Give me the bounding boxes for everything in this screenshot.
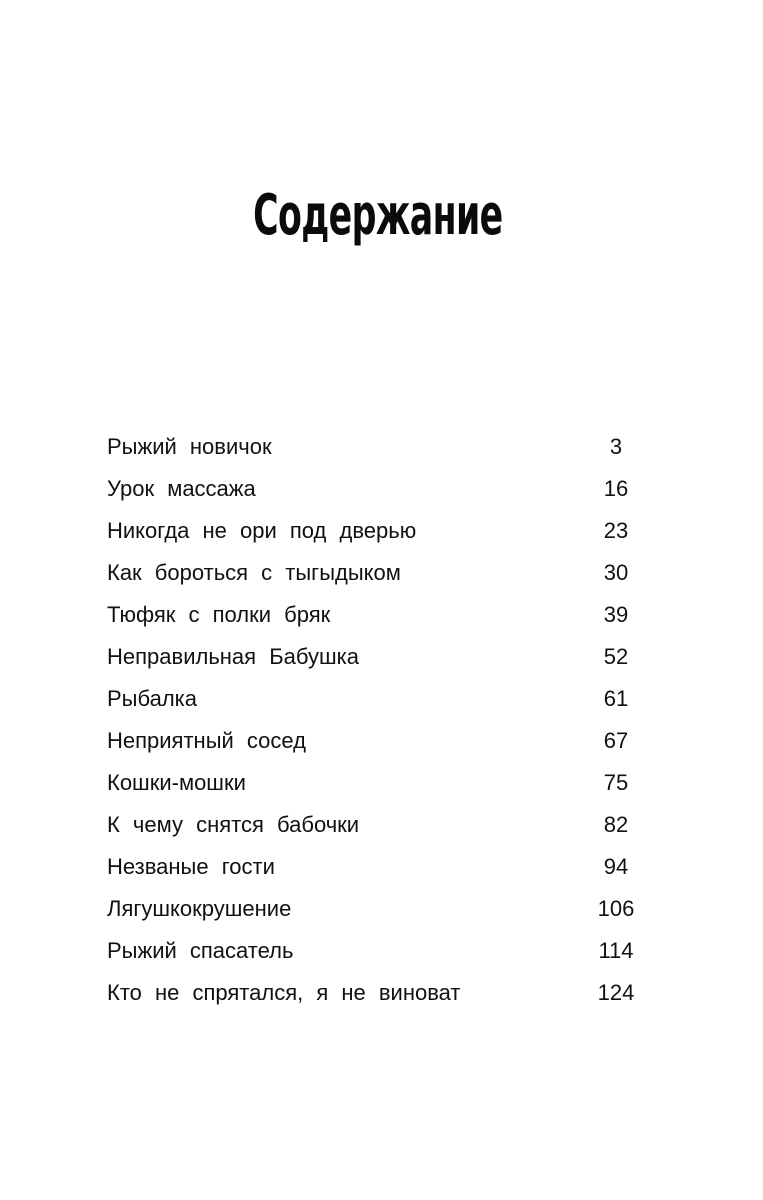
toc-entry-title: Неправильная Бабушка [107, 644, 359, 669]
toc-entry [107, 720, 647, 762]
toc-entry-title: Рыжий спасатель [107, 938, 294, 963]
toc-entry-page: 124 [597, 980, 635, 1005]
toc-entry-page: 16 [603, 476, 629, 501]
toc-entry-title: Тюфяк с полки бряк [107, 602, 331, 627]
toc-entry-title: Урок массажа [107, 476, 256, 501]
toc-entry [107, 678, 647, 720]
toc-entry [107, 468, 647, 510]
toc-entry-title: Рыбалка [107, 686, 197, 711]
toc-entry-title: Кошки-мошки [107, 770, 246, 795]
toc-entry-page: 106 [597, 896, 635, 921]
toc-entry-page: 61 [603, 686, 629, 711]
toc-entry [107, 846, 647, 888]
toc-entry-page: 30 [603, 560, 629, 585]
toc-entry-title: Неприятный сосед [107, 728, 306, 753]
toc-entry [107, 804, 647, 846]
toc-entry-title: Рыжий новичок [107, 434, 272, 459]
toc-entry-title: Незваные гости [107, 854, 275, 879]
toc-entry [107, 552, 647, 594]
toc-entry [107, 762, 647, 804]
toc-entry-page: 94 [603, 854, 629, 879]
toc-entry-page: 75 [603, 770, 629, 795]
toc-entry [107, 888, 647, 930]
toc-entry [107, 510, 647, 552]
toc-entry-page: 67 [603, 728, 629, 753]
toc-entry [107, 636, 647, 678]
toc-entry [107, 972, 647, 1014]
toc-entry-title: Кто не спрятался, я не виноват [107, 980, 461, 1005]
toc-entry-page: 82 [603, 812, 629, 837]
toc-entry-page: 3 [609, 434, 623, 459]
toc-entry-title: Лягушкокрушение [107, 896, 292, 921]
toc-entry [107, 930, 647, 972]
toc-entry-title: Как бороться с тыгыдыком [107, 560, 401, 585]
toc-entry-page: 114 [598, 938, 634, 963]
toc-entry [107, 426, 647, 468]
toc-entry-title: К чему снятся бабочки [107, 812, 360, 837]
toc-entry-title: Никогда не ори под дверью [107, 518, 417, 543]
toc-entry-page: 39 [603, 602, 629, 627]
toc-entry [107, 594, 647, 636]
toc-entry-page: 52 [603, 644, 629, 669]
page-title: Содержание [253, 183, 503, 248]
toc-entry-page: 23 [603, 518, 629, 543]
table-of-contents [107, 426, 647, 1014]
